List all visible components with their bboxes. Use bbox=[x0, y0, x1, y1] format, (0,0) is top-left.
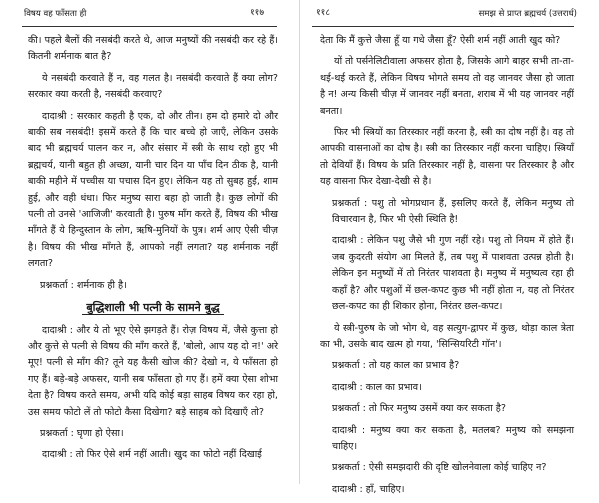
paragraph: प्रश्नकर्ता : ऐसी समझदारी की दृष्टि खोलनेवाला कोई चाहिए न? bbox=[332, 462, 547, 474]
paragraph: प्रश्नकर्ता : घृणा हो ऐसा। bbox=[40, 427, 124, 439]
page-number: ११८ bbox=[316, 8, 331, 18]
left-page bbox=[0, 0, 299, 484]
paragraph: यों तो पर्सनेलिटीवाला अफसर होता है, जिसके आगे बाहर सभी ता-ता-थई-थई करते हैं, लेकिन विषय भोगते समय तो वह जानवर जैसा हो जाता है न! अन्य किसी चीज़ में जानवर नहीं बनता, शराब में भी यह जानवर नहीं बनता। bbox=[320, 56, 574, 117]
paragraph: दादाश्री : सरकार कहती है एक, दो और तीन। हम दो हमारे दो और बाकी सब नसबंदी! इसमें करते हैं कि चार बच्चे हो जाएँ, लेकिन उसके बाद भी ब्रह्मचर्य पालन कर न, और संसार में स्त्री के साथ रहो हुए भी ब्रह्मचर्य, यानी बहुत ही अच्छा, यानी चार दिन या पाँच दिन ठीक है, यानी बाकी महीने में पच्चीस या पचास दिन हुए। लेकिन यह तो सुबह हुई, शाम हुई, और वही धंधा। फिर मनुष्य सारा बहा हो जाती है। कुछ लोगों की पत्नी तो उनसे 'आजिजी' करवाती है। पुरुष माँग करते हैं, विषय की भीख माँगते हैं ये हिन्दुस्तान के लोग, ऋषि-मुनियों के पुत्र। शर्म आए ऐसी चीज़ है। विषय की भीख माँगते हैं, आपको नहीं लगता? यह शर्मनाक नहीं लगता? bbox=[28, 110, 278, 270]
paragraph: देता कि मैं कुत्ते जैसा हूँ या गधे जैसा हूँ? ऐसी शर्म नहीं आती खुद को? bbox=[320, 35, 561, 46]
page-body bbox=[28, 33, 278, 469]
page-body bbox=[320, 33, 574, 503]
paragraph: प्रश्नकर्ता : शर्मनाक ही है। bbox=[40, 279, 127, 291]
paragraph: दादाश्री : हाँ, चाहिए। bbox=[332, 483, 405, 495]
paragraph: दादाश्री : तो फिर ऐसे शर्म नहीं आती। खुद का फोटो नहीं दिखाई bbox=[42, 449, 262, 461]
paragraph: की। पहले बैलों की नसबंदी करते थे, आज मनुष्यों की नसबंदी कर रहे हैं। कितनी शर्मनाक बात है? bbox=[28, 35, 278, 63]
paragraph: ये नसबंदी करवाते हैं न, वह गलत है। नसबंदी करवाते हैं क्या लोग? सरकार क्या करती है, नसबंदी करवाए? bbox=[28, 72, 278, 101]
paragraph: दादाश्री : काल का प्रभाव। bbox=[332, 381, 422, 393]
section-heading bbox=[28, 300, 278, 316]
paragraph: प्रश्नकर्ता : तो फिर मनुष्य उसमें क्या कर सकता है? bbox=[332, 403, 506, 415]
paragraph: दादाश्री : और ये तो भूए ऐसे झगड़ते हैं। रोज़ विषय में, जैसे कुत्ता हो और कुत्ते से पत्नी से विषय की माँग करते हैं, 'बोलो, आप यह दो न!' अरे मूए! पत्नी से माँग की? तूने यह कैसी खोज की? देखो न, ये फाँसता हो गए हैं। बड़े-बड़े अफसर, यानी सब फाँसता हो गए हैं। हमें क्या ऐसा शोभा देता है? विषय करते समय, अभी यदि कोई बड़ा साहब विषय कर रहा हो, उस समय फोटो लें तो फोटो कैसा दिखेगा? बड़े साहब को दिखाएँ तो? bbox=[28, 324, 278, 418]
paragraph: ये स्त्री-पुरुष के जो भोग थे, वह सत्युग-द्वापर में कुछ, थोड़ा काल त्रेता का भी, उसके बाद खत्म हो गया, 'सिन्सियरिटी गॉन'। bbox=[320, 322, 574, 350]
header-rule bbox=[22, 26, 277, 27]
header-rule bbox=[312, 26, 574, 27]
paragraph: दादाश्री : लेकिन पशु जैसे भी गुण नहीं रहे। पशु तो नियम में होते हैं। जब कुदरती संयोग आ मिलते हैं, तब पशु में पाशवता उत्पन्न होती है। लेकिन इन मनुष्यों में तो निरंतर पाशवता है। मनुष्य में मनुष्यत्व रहा ही कहाँ है? और पशुओं में छल-कपट कुछ भी नहीं होता न, यह तो निरंतर छल-कपट का ही शिकार होना, निरंतर छल-कपट। bbox=[332, 235, 574, 313]
paragraph: प्रश्नकर्ता : तो यह काल का प्रभाव है? bbox=[332, 360, 460, 372]
paragraph: फिर भी स्त्रियों का तिरस्कार नहीं करना है, स्त्री का दोष नहीं है। वह तो आपकी वासनाओं का दोष है। स्त्री का तिरस्कार नहीं करना चाहिए। स्त्रियाँ तो देवियाँ हैं। विषय के प्रति तिरस्कार नहीं है, वासना पर तिरस्कार है और यह वासना फिर देखा-देखी से है। bbox=[320, 127, 574, 188]
running-header-title: समझ से प्राप्त ब्रह्मचर्य (उत्तरार्ध) bbox=[478, 9, 577, 19]
paragraph: प्रश्नकर्ता : पशु तो भोगप्रधान हैं, इसलिए करते हैं, लेकिन मनुष्य तो विचारवान है, फिर भी ऐसी स्थिति है! bbox=[332, 197, 574, 226]
running-header-title: विषय वह फाँसता ही bbox=[24, 9, 87, 19]
right-page bbox=[300, 0, 599, 495]
paragraph: दादाश्री : मनुष्य क्या कर सकता है, मतलब? मनुष्य को समझना चाहिए। bbox=[332, 424, 574, 452]
section-heading-text: बुद्धिशाली भी पत्नी के सामने बुद्ध bbox=[82, 301, 223, 315]
page-number: ११७ bbox=[250, 8, 265, 18]
